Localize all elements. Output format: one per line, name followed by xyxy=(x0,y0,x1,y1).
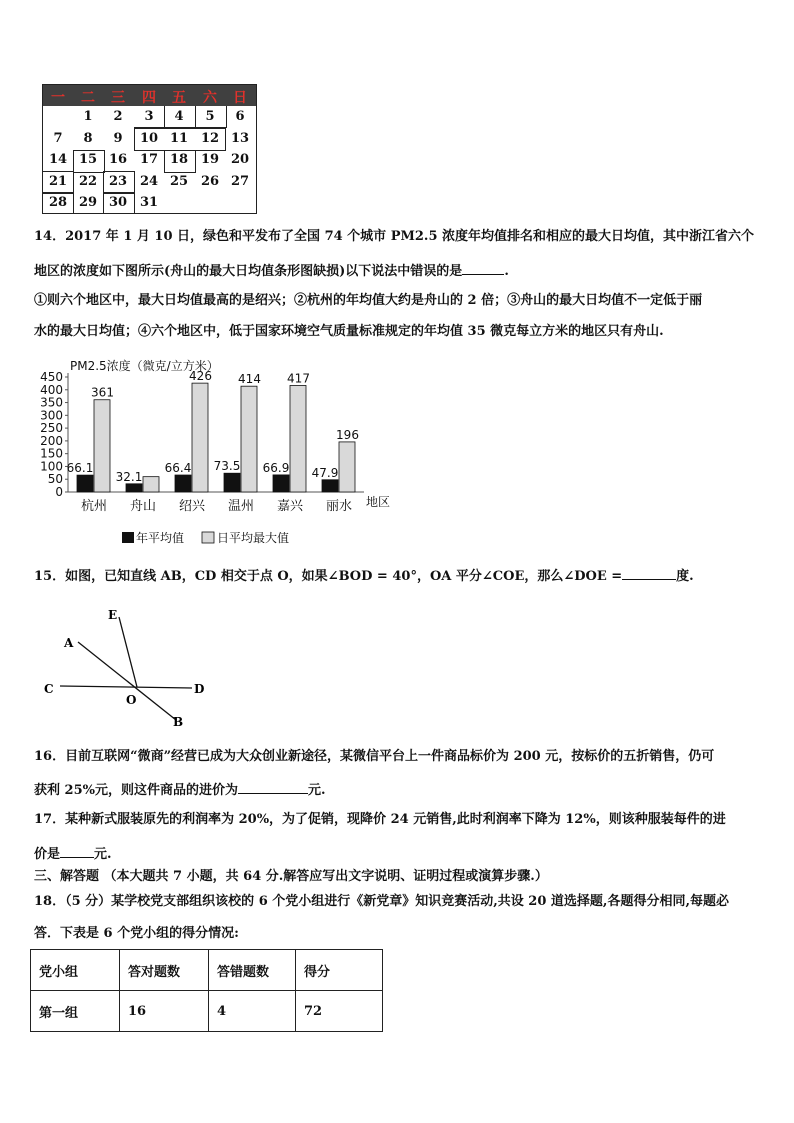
bar-annual-mean xyxy=(126,484,142,492)
calendar-header xyxy=(43,85,256,106)
line-cd xyxy=(60,686,192,688)
weekday-label: 五 xyxy=(172,90,186,106)
category-label: 杭州 xyxy=(80,499,108,514)
y-tick-label: 100 xyxy=(40,459,63,474)
answer-blank xyxy=(622,567,676,580)
bar-max-daily xyxy=(192,383,208,492)
category-label: 嘉兴 xyxy=(276,499,304,514)
point-e-label: E xyxy=(108,608,118,622)
table-header-cell: 党小组 xyxy=(31,950,120,991)
calendar-day: 1 xyxy=(83,109,93,124)
highlight-box xyxy=(134,128,226,151)
weekday-label: 二 xyxy=(81,90,95,106)
highlight-box xyxy=(164,106,196,128)
calendar-day: 5 xyxy=(205,109,215,124)
calendar-day: 31 xyxy=(139,195,159,210)
y-tick-label: 200 xyxy=(40,433,63,448)
line-ab xyxy=(78,642,176,720)
highlight-box xyxy=(164,150,196,173)
table-cell: 72 xyxy=(296,991,383,1032)
data-label: 66.9 xyxy=(262,460,290,475)
highlight-box xyxy=(195,106,227,128)
bar-annual-mean xyxy=(175,475,191,492)
bar-annual-mean xyxy=(322,480,338,492)
data-label: 196 xyxy=(336,427,359,442)
calendar-day: 10 xyxy=(139,130,159,146)
highlight-box xyxy=(134,106,165,128)
q16-line1: 16．目前互联网“微商”经营已成为大众创业新途径，某微信平台上一件商品标价为 200 元，按标价的五折销售，仍可 xyxy=(34,749,715,764)
category-label: 绍兴 xyxy=(178,499,206,514)
calendar-day: 26 xyxy=(200,173,220,189)
y-tick-label: 0 xyxy=(55,485,63,499)
bar-max-daily xyxy=(94,400,110,492)
weekday-label: 四 xyxy=(142,90,156,106)
category-label: 舟山 xyxy=(129,499,157,514)
calendar-day: 20 xyxy=(230,152,250,167)
bar-annual-mean xyxy=(224,473,240,492)
calendar-day xyxy=(225,192,255,213)
data-label: 32.1 xyxy=(115,469,143,484)
x-axis-label: 地区 xyxy=(366,495,391,509)
table-row xyxy=(31,991,383,1032)
q16-line2: 获利 25%元，则这件商品的进价为 元. xyxy=(34,783,326,798)
section-heading: 三、解答题 （本大题共 7 小题，共 64 分.解答应写出文字说明、证明过程或演算步骤.） xyxy=(34,869,548,884)
highlight-box xyxy=(42,192,74,214)
category-label: 温州 xyxy=(227,499,255,514)
data-label: 66.1 xyxy=(66,461,94,476)
calendar-day: 15 xyxy=(78,152,98,167)
data-label: 66.4 xyxy=(164,461,192,476)
data-label: 426 xyxy=(189,369,212,384)
q14-line3: ①则六个地区中，最大日均值最高的是绍兴；②杭州的年均值大约是舟山的 2 倍；③舟山的最大日均值不一定低于丽 xyxy=(34,293,703,308)
table-header-cell: 答错题数 xyxy=(209,950,296,991)
calendar-day: 3 xyxy=(144,109,154,124)
calendar-day: 16 xyxy=(108,152,128,167)
calendar-day: 2 xyxy=(113,109,123,124)
q14-line2: 地区的浓度如下图所示(舟山的最大日均值条形图缺损)以下说法中错误的是 . xyxy=(34,264,509,279)
y-tick-label: 350 xyxy=(40,395,63,410)
point-b-label: B xyxy=(173,715,184,729)
data-label: 73.5 xyxy=(213,459,241,474)
data-label: 47.9 xyxy=(311,465,339,480)
q18-line2: 答．下表是 6 个党小组的得分情况: xyxy=(34,926,239,941)
calendar-day: 19 xyxy=(200,152,220,167)
pm25-bar-chart xyxy=(30,356,410,554)
bar-max-daily xyxy=(290,385,306,492)
calendar-day: 18 xyxy=(169,152,189,167)
calendar-day: 7 xyxy=(53,130,63,146)
bar-annual-mean xyxy=(273,475,289,492)
calendar-day: 28 xyxy=(48,195,68,210)
bar-max-daily xyxy=(143,477,159,492)
point-a-label: A xyxy=(64,636,74,650)
highlight-box xyxy=(42,171,74,194)
table-cell: 4 xyxy=(209,991,296,1032)
data-label: 414 xyxy=(238,372,261,387)
calendar-day: 27 xyxy=(230,173,250,189)
weekday-label: 六 xyxy=(203,90,217,106)
y-tick-label: 450 xyxy=(40,370,63,384)
bar-max-daily xyxy=(241,386,257,492)
q17-line2: 价是 元. xyxy=(34,847,112,862)
calendar-day: 6 xyxy=(235,109,245,124)
y-tick-label: 150 xyxy=(40,446,63,461)
y-tick-label: 400 xyxy=(40,382,63,397)
answer-blank xyxy=(238,781,308,794)
calendar xyxy=(42,84,257,214)
highlight-box xyxy=(103,171,135,194)
table-header-row xyxy=(31,950,383,991)
q15-line: 15．如图，已知直线 AB，CD 相交于点 O，如果∠BOD = 40°，OA 平分∠COE，那么∠DOE = 度. xyxy=(34,569,694,584)
calendar-day: 9 xyxy=(113,130,123,146)
q18-line1: 18．（5 分）某学校党支部组织该校的 6 个党小组进行《新党章》知识竞赛活动,共设 20 道选择题,各题得分相同,每题必 xyxy=(34,894,729,909)
y-tick-label: 50 xyxy=(47,472,63,487)
legend-swatch xyxy=(202,532,214,543)
calendar-day: 11 xyxy=(169,130,189,146)
calendar-day: 17 xyxy=(139,152,159,167)
calendar-day: 24 xyxy=(139,173,159,189)
calendar-day: 8 xyxy=(83,130,93,146)
score-table xyxy=(30,949,383,1032)
category-label: 丽水 xyxy=(325,499,353,514)
bar-max-daily xyxy=(339,442,355,492)
q14-line4: 水的最大日均值；④六个地区中，低于国家环境空气质量标准规定的年均值 35 微克每立方米的地区只有舟山. xyxy=(34,324,664,339)
highlight-box xyxy=(103,192,135,214)
calendar-day xyxy=(195,192,225,213)
table-cell: 16 xyxy=(120,991,209,1032)
table-header-cell: 得分 xyxy=(296,950,383,991)
bar-annual-mean xyxy=(77,475,93,492)
legend-swatch xyxy=(122,532,134,543)
y-axis-label: PM2.5浓度（微克/立方米） xyxy=(70,359,219,373)
calendar-day xyxy=(43,106,73,127)
answer-blank xyxy=(462,262,504,275)
calendar-day: 29 xyxy=(78,195,98,210)
calendar-day: 21 xyxy=(48,173,68,189)
angle-figure xyxy=(40,600,220,730)
y-tick-label: 250 xyxy=(40,421,63,436)
table-cell: 第一组 xyxy=(31,991,120,1032)
calendar-day: 22 xyxy=(78,173,98,189)
calendar-day: 25 xyxy=(169,173,189,189)
calendar-day: 13 xyxy=(230,130,250,146)
q14-line1: 14．2017 年 1 月 10 日，绿色和平发布了全国 74 个城市 PM2.5 浓度年均值排名和相应的最大日均值，其中浙江省六个 xyxy=(34,229,755,244)
weekday-label: 三 xyxy=(111,90,125,106)
answer-blank xyxy=(60,845,94,858)
legend-label: 年平均值 xyxy=(136,531,185,545)
weekday-label: 日 xyxy=(233,90,247,106)
data-label: 417 xyxy=(287,371,310,386)
y-tick-label: 300 xyxy=(40,408,63,423)
calendar-day: 30 xyxy=(108,195,128,210)
table-header-cell: 答对题数 xyxy=(120,950,209,991)
point-d-label: D xyxy=(194,682,205,696)
point-o-label: O xyxy=(126,693,137,707)
data-label: 361 xyxy=(91,385,114,400)
calendar-day: 12 xyxy=(200,130,220,146)
calendar-day: 14 xyxy=(48,152,68,167)
calendar-day: 23 xyxy=(108,173,128,189)
highlight-box xyxy=(73,150,105,173)
weekday-label: 一 xyxy=(51,90,65,106)
point-c-label: C xyxy=(44,682,54,696)
calendar-day: 4 xyxy=(174,109,184,124)
q17-line1: 17．某种新式服装原先的利润率为 20%，为了促销，现降价 24 元销售,此时利润率下降为 12%，则该种服装每件的进 xyxy=(34,812,726,827)
calendar-day xyxy=(164,192,194,213)
legend-label: 日平均最大值 xyxy=(217,531,290,545)
